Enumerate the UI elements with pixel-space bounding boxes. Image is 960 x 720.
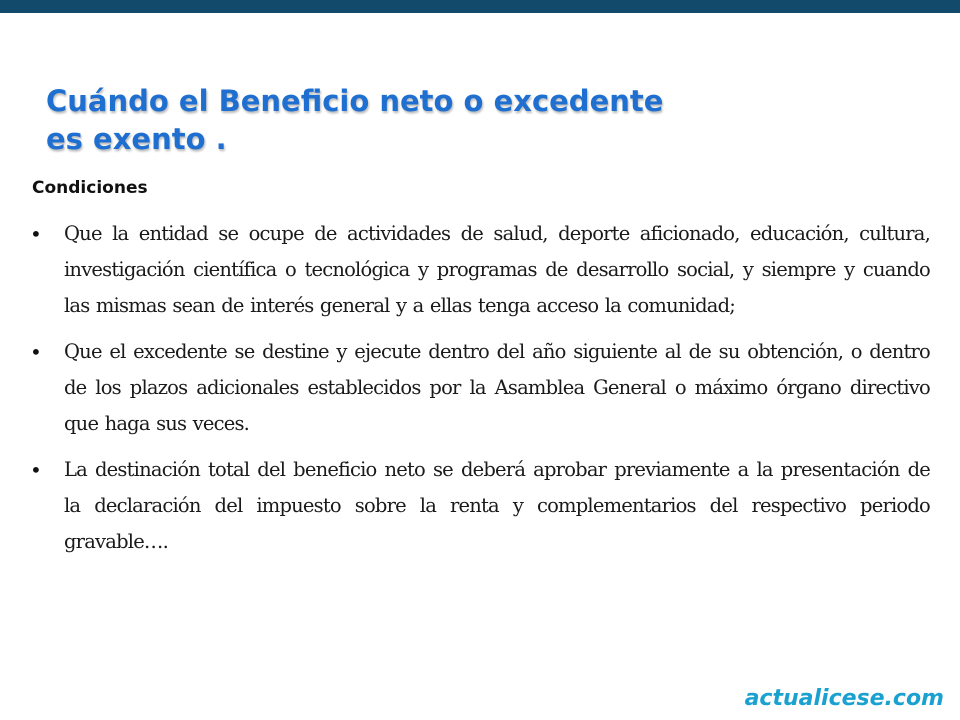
condition-item [30,216,930,324]
top-bar [0,0,960,13]
condition-text: Que el excedente se destine y ejecute dentro del año siguiente al de su obtención, o dentro de los plazos adicionales establecidos por la Asamblea General o máximo órgano directivo que haga sus veces. [64,340,930,435]
slide-title-line-1: Cuándo el Beneficio neto o excedente [46,84,664,118]
condition-item [30,452,930,560]
bullet-icon: • [30,458,42,482]
condition-text: La destinación total del beneficio neto se deberá aprobar previamente a la presentación de la declaración del impuesto sobre la renta y complementarios del respectivo periodo gravable…. [64,458,930,553]
condition-text: Que la entidad se ocupe de actividades de salud, deporte aficionado, educación, cultura, investigación científica o tecnológica y programas de desarrollo social, y siempre y cuando las mismas sean de interés general y a ellas tenga acceso la comunidad; [64,222,930,317]
condition-item [30,334,930,442]
brand-logo: actualicese.com [744,686,944,711]
slide-title-line-2: es exento . [46,122,227,156]
bullet-icon: • [30,340,42,364]
conditions-heading: Condiciones [32,178,148,198]
slide-title [46,82,746,158]
bullet-icon: • [30,222,42,246]
conditions-list [30,216,930,570]
